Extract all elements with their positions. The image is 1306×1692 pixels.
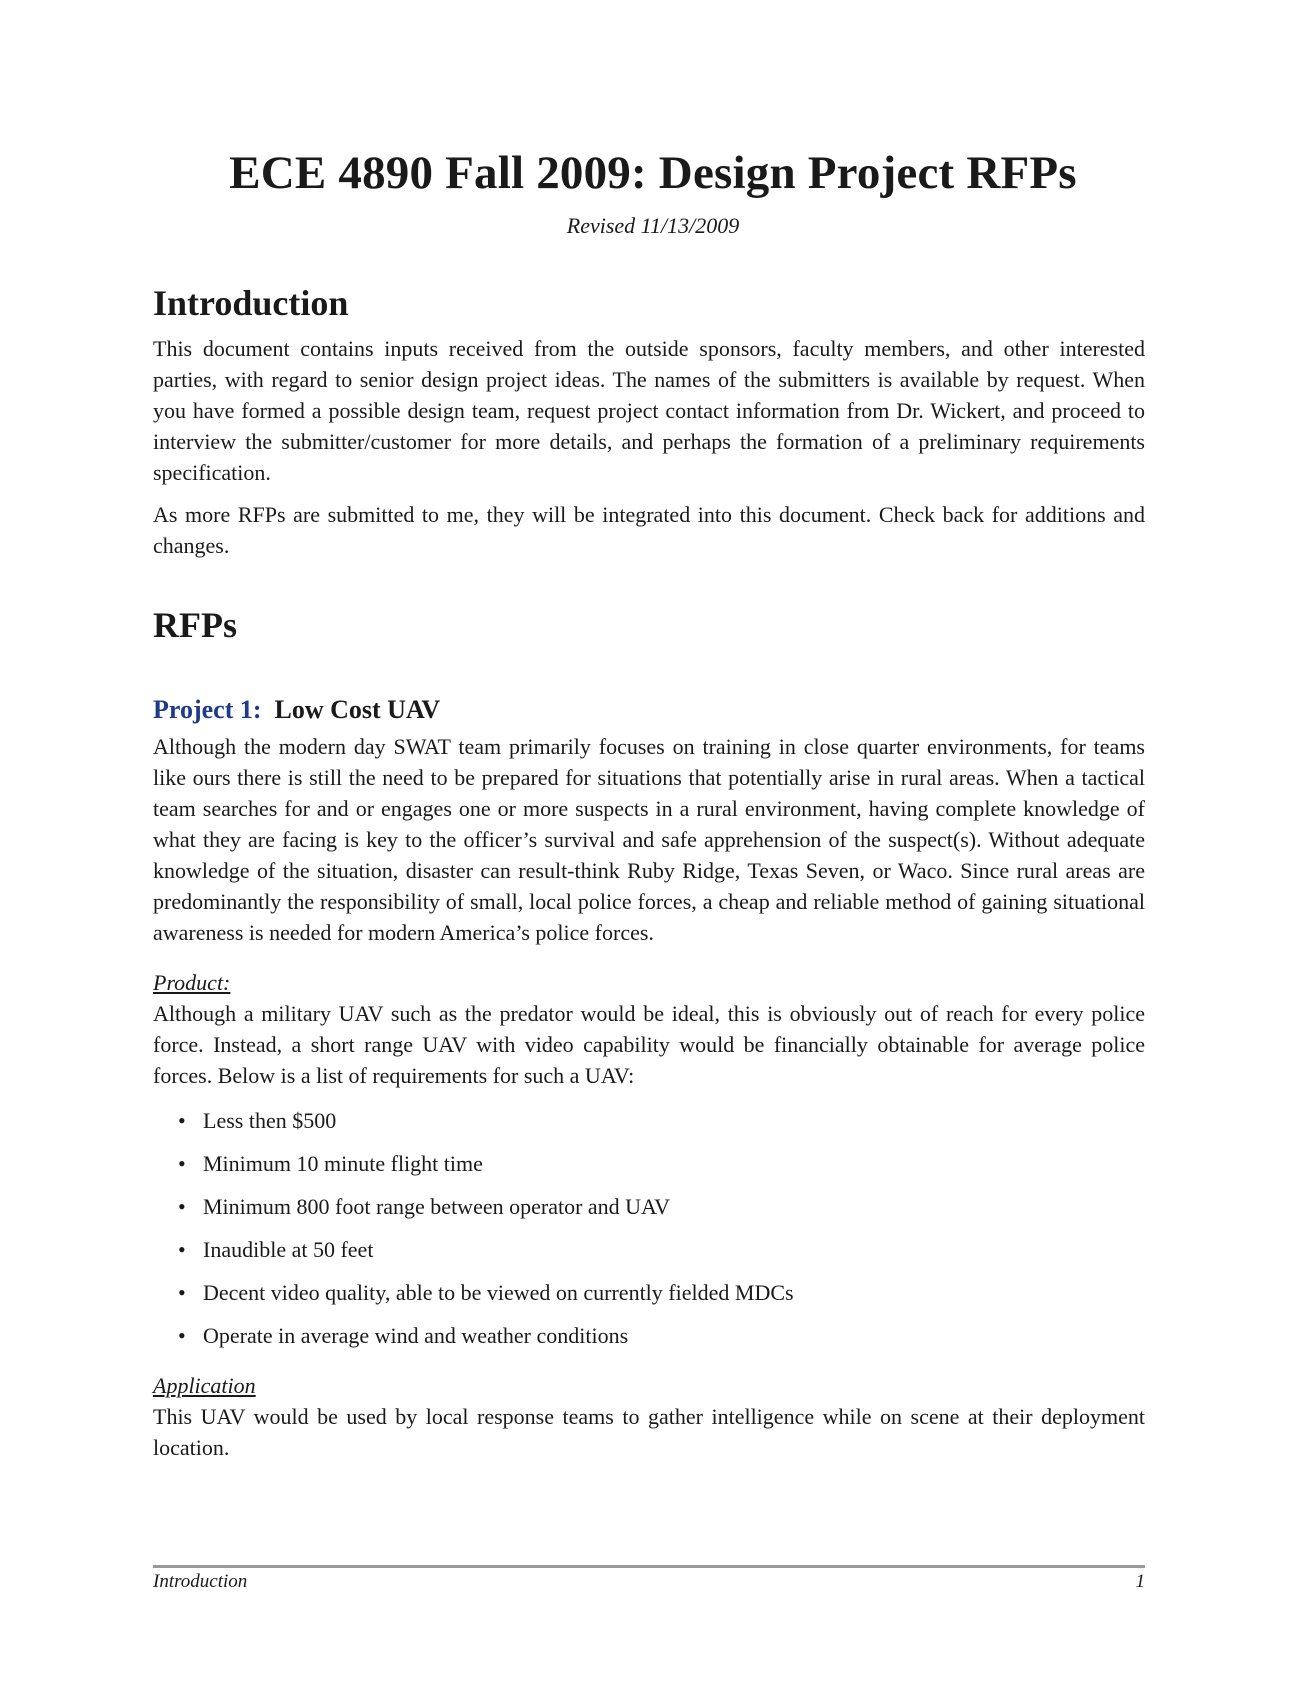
project-1-heading [153, 695, 1145, 725]
product-text: Although a military UAV such as the predator would be ideal, this is obviously out of reach for every police force. Instead, a short range UAV with video capability would be financially obtainable for average police forces. Below is a list of requirements for such a UAV: [153, 1000, 1145, 1088]
list-item [153, 1234, 1145, 1265]
project-1-number: Project 1: [153, 694, 262, 724]
requirement-text: Minimum 10 minute flight time [203, 1150, 483, 1176]
list-item [153, 1191, 1145, 1222]
requirement-text: Decent video quality, able to be viewed on currently fielded MDCs [203, 1279, 794, 1305]
revision-date: Revised 11/13/2009 [566, 213, 740, 238]
bullet-icon: • [178, 1322, 186, 1348]
project-1-name: Low Cost UAV [274, 694, 441, 724]
requirement-text: Minimum 800 foot range between operator and UAV [203, 1193, 670, 1219]
bullet-icon: • [178, 1150, 186, 1176]
project-1-intro: Although the modern day SWAT team primarily focuses on training in close quarter environments, for teams like ours there is still the need to be prepared for situations that potentially arise in rural areas. When a tactical team searches for and or engages one or more suspects in a rural environment, having complete knowledge of what they are facing is key to the officer’s survival and safe apprehension of the suspect(s). Without adequate knowledge of the situation, disaster can result-think Ruby Ridge, Texas Seven, or Waco. Since rural areas are predominantly the responsibility of small, local police forces, a cheap and reliable method of gaining situational awareness is needed for modern America’s police forces. [153, 733, 1145, 945]
page-number: 1 [1135, 1571, 1145, 1592]
requirement-text: Inaudible at 50 feet [203, 1236, 374, 1262]
rfps-heading: RFPs [153, 605, 237, 646]
introduction-paragraph-1: This document contains inputs received from the outside sponsors, faculty members, and other interested parties, with regard to senior design project ideas. The names of the submitters is available by request. When you have formed a possible design team, request project contact information from Dr. Wickert, and proceed to interview the submitter/customer for more details, and perhaps the formation of a preliminary requirements specification. [153, 336, 1145, 486]
list-item [153, 1148, 1145, 1179]
list-item [153, 1320, 1145, 1351]
bullet-icon: • [178, 1193, 186, 1219]
requirements-list [153, 1105, 1145, 1351]
document-body [153, 283, 1145, 1474]
introduction-paragraph-2: As more RFPs are submitted to me, they will be integrated into this document. Check back for additions and changes. [153, 502, 1145, 559]
bullet-icon: • [178, 1107, 186, 1133]
requirement-text: Operate in average wind and weather conditions [203, 1322, 629, 1348]
document-title: ECE 4890 Fall 2009: Design Project RFPs [229, 147, 1077, 199]
bullet-icon: • [178, 1236, 186, 1262]
list-item [153, 1105, 1145, 1136]
footer-section-label: Introduction [153, 1571, 248, 1592]
bullet-icon: • [178, 1279, 186, 1305]
introduction-heading: Introduction [153, 283, 349, 323]
application-subheading: Application [153, 1372, 256, 1398]
list-item [153, 1277, 1145, 1308]
requirement-text: Less then $500 [203, 1107, 337, 1133]
footer-divider [153, 1565, 1145, 1568]
product-subheading: Product: [153, 969, 231, 995]
application-text: This UAV would be used by local response teams to gather intelligence while on scene at their deployment location. [153, 1403, 1145, 1460]
